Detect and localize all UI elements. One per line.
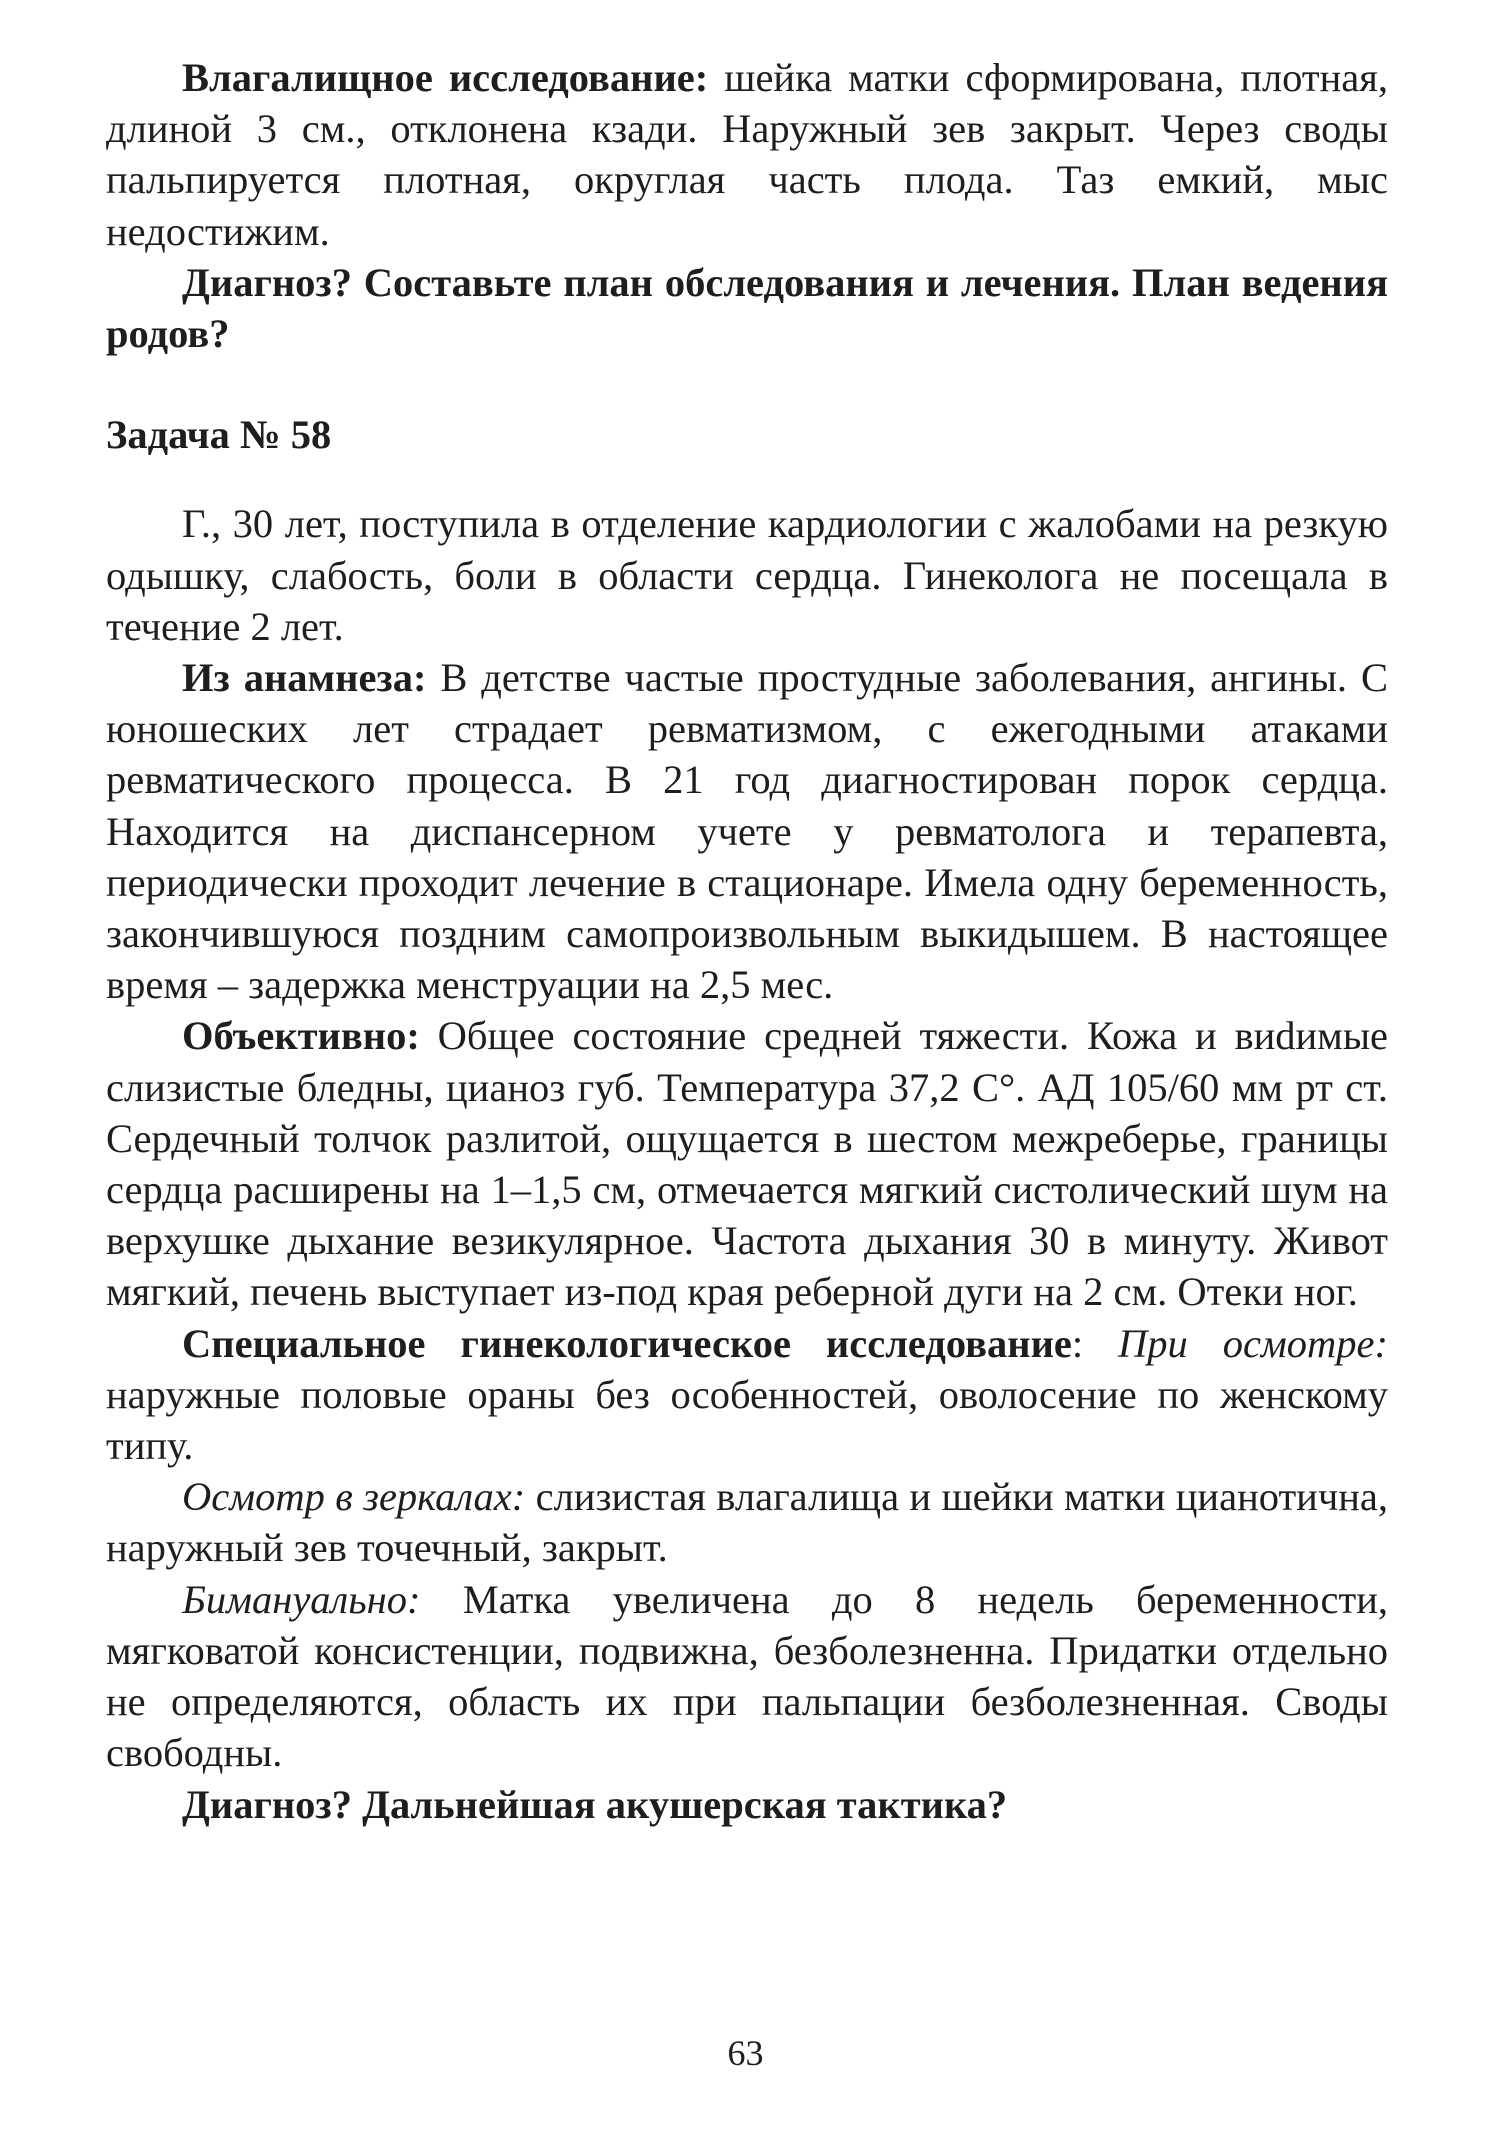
task-title: Задача № 58 xyxy=(106,412,332,458)
ital-bimanual: Бимануально: xyxy=(182,1576,421,1622)
paragraph-complaints: Г., 30 лет, поступила в отделение кардиологии с жалобами на резкую одышку, слабость, боли в области сердца. Гинеколога не посещала в течение 2 лет. xyxy=(106,501,1388,649)
question-diagnosis-tactics: Диагноз? Дальнейшая акушерская тактика? xyxy=(182,1781,1008,1827)
text-bimanual: Матка увеличена до 8 недель беременности, мягковатой консистенции, подвижна, безболезненна. Придатки отдельно не определяются, область их при пальпации безболезненная. Своды свободны. xyxy=(106,1576,1388,1776)
paragraph-speculum xyxy=(106,1471,1388,1573)
lead-gyn-exam: Специальное гинекологическое исследование xyxy=(182,1320,1072,1366)
sep-gyn-exam: : xyxy=(1071,1320,1119,1366)
question-diagnosis-plan: Диагноз? Составьте план обследования и лечения. План ведения родов? xyxy=(106,259,1388,357)
paragraph-gyn-exam xyxy=(106,1318,1388,1472)
paragraph-bimanual xyxy=(106,1574,1388,1779)
page-body xyxy=(106,52,1388,1830)
lead-objective: Объективно: xyxy=(182,1013,420,1059)
lead-anamnesis: Из анамнеза: xyxy=(182,655,427,701)
text-anamnesis: В детстве частые простудные заболевания, ангины. С юношеских лет страдает ревматизмом, с ежегодными атаками ревматического процесса. В 21 год диагностирован порок сердца. Находится на диспансерном учете у ревматолога и терапевта, периодически проходит лечение в стационаре. Имела одну беременность, закончившуюся поздним самопроизвольным выкидышем. В настоящее время – задержка менструации на 2,5 мес. xyxy=(106,655,1388,1008)
text-vaginal-exam: шейка матки сформирована, плотная, длиной 3 см., отклонена кзади. Наружный зев закрыт. Через своды пальпируется плотная, округлая часть плода. Таз емкий, мыс недостижим. xyxy=(106,55,1388,254)
page-number: 63 xyxy=(727,2033,764,2073)
ital-inspection: При осмотре: xyxy=(1118,1320,1388,1366)
paragraph-anamnesis xyxy=(106,652,1388,1010)
lead-vaginal-exam: Влагалищное исследование: xyxy=(182,55,709,100)
ital-speculum: Осмотр в зеркалах: xyxy=(182,1474,526,1520)
text-objective: Общее состояние средней тяжести. Кожа и виdимые слизистые бледны, цианоз губ. Температура 37,2 С°. АД 105/60 мм рт ст. Сердечный толчок разлитой, ощущается в шестом межреберье, границы сердца расширены на 1–1,5 см, отмечается мягкий систолический шум на верхушке дыхание везикулярное. Частота дыхания 30 в минуту. Живот мягкий, печень выступает из-под края реберной дуги на 2 см. Отеки ног. xyxy=(106,1013,1388,1315)
paragraph-vaginal-exam xyxy=(106,52,1388,257)
text-gyn-exam: наружные половые ораны без особенностей, оволосение по женскому типу. xyxy=(106,1371,1388,1469)
text-speculum: слизистая влагалища и шейки матки цианотична, наружный зев точечный, закрыт. xyxy=(106,1474,1388,1571)
paragraph-objective xyxy=(106,1010,1388,1317)
